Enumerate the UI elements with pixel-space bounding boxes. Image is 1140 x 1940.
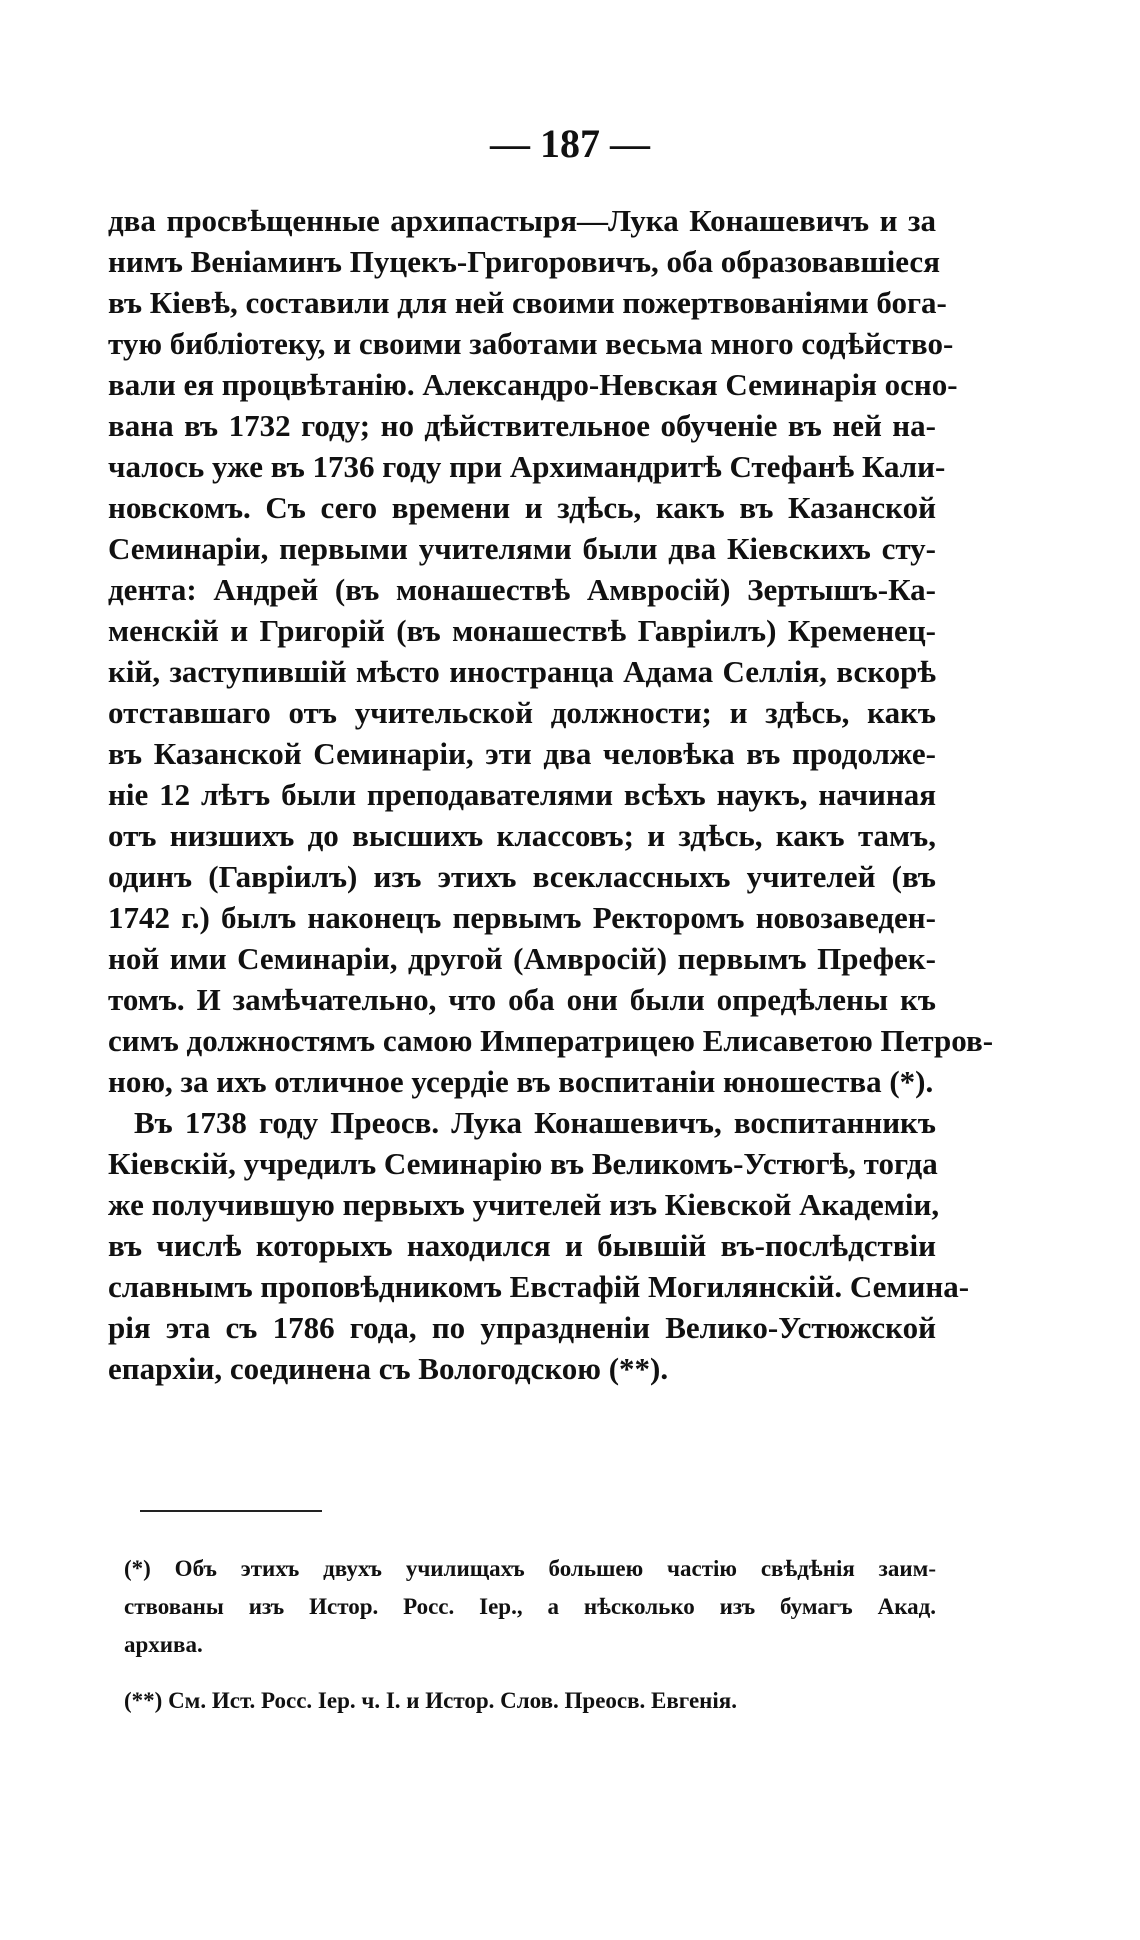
footnote-line: ствованы изъ Истор. Росс. Іер., а нѣсколько изъ бумагъ Акад. — [124, 1594, 936, 1619]
text-line: отъ низшихъ до высшихъ классовъ; и здѣсь, какъ тамъ, — [108, 818, 936, 853]
text-line: же получившую первыхъ учителей изъ Кіевской Академіи, — [108, 1187, 940, 1222]
footnote-line: (**) См. Ист. Росс. Іер. ч. I. и Истор. Слов. Преосв. Евгенія. — [124, 1688, 737, 1713]
text-line: два просвѣщенные архипастыря—Лука Конашевичъ и за — [108, 203, 936, 238]
text-line: вали ея процвѣтанію. Александро-Невская Семинарія осно- — [108, 367, 958, 402]
text-line: въ Кіевѣ, составили для ней своими пожертвованіями бога- — [108, 285, 947, 320]
text-line: Кіевскій, учредилъ Семинарію въ Великомъ-Устюгѣ, тогда — [108, 1146, 938, 1181]
footnote-divider — [140, 1510, 322, 1512]
text-line: въ числѣ которыхъ находился и бывшій въ-послѣдствіи — [108, 1228, 936, 1263]
text-line: новскомъ. Съ сего времени и здѣсь, какъ въ Казанской — [108, 490, 936, 525]
page-number: — 187 — — [490, 121, 650, 166]
text-line: чалось уже въ 1736 году при Архимандритѣ Стефанѣ Кали- — [108, 449, 946, 484]
text-line: кій, заступившій мѣсто иностранца Адама Селлія, вскорѣ — [108, 654, 936, 689]
text-line: одинъ (Гавріилъ) изъ этихъ всеклассныхъ учителей (въ — [108, 859, 936, 894]
footnote-gap — [124, 1664, 936, 1682]
footnote-2 — [124, 1682, 936, 1720]
paragraph-first-line: Въ 1738 году Преосв. Лука Конашевичъ, воспитанникъ — [134, 1105, 936, 1140]
text-line: дента: Андрей (въ монашествѣ Амвросій) Зертышъ-Ка- — [108, 572, 936, 607]
text-line: ной ими Семинаріи, другой (Амвросій) первымъ Префек- — [108, 941, 936, 976]
text-line: 1742 г.) былъ наконецъ первымъ Ректоромъ новозаведен- — [108, 900, 936, 935]
text-line: симъ должностямъ самою Императрицею Елисаветою Петров- — [108, 1023, 994, 1058]
footnote-1 — [124, 1550, 936, 1664]
text-line: томъ. И замѣчательно, что оба они были опредѣлены къ — [108, 982, 936, 1017]
text-line: нимъ Веніаминъ Пуцекъ-Григоровичъ, оба образовавшіеся — [108, 244, 940, 279]
text-line: вана въ 1732 году; но дѣйствительное обученіе въ ней на- — [108, 408, 936, 443]
text-line: Семинаріи, первыми учителями были два Кіевскихъ сту- — [108, 531, 936, 566]
text-line: епархіи, соединена съ Вологодскою (**). — [108, 1351, 669, 1386]
text-line: въ Казанской Семинаріи, эти два человѣка въ продолже- — [108, 736, 936, 771]
footnote-line: (*) Объ этихъ двухъ училищахъ большею частію свѣдѣнія заим- — [124, 1556, 936, 1581]
text-line: тую библіотеку, и своими заботами весьма много содѣйство- — [108, 326, 954, 361]
text-line: отставшаго отъ учительской должности; и здѣсь, какъ — [108, 695, 936, 730]
footnotes — [124, 1550, 936, 1720]
footnote-line: архива. — [124, 1632, 203, 1657]
text-line: ніе 12 лѣтъ были преподавателями всѣхъ наукъ, начиная — [108, 777, 936, 812]
text-line: славнымъ проповѣдникомъ Евстафій Могилянскій. Семина- — [108, 1269, 970, 1304]
text-line: рія эта съ 1786 года, по упраздненіи Велико-Устюжской — [108, 1310, 936, 1345]
text-line: ною, за ихъ отличное усердіе въ воспитаніи юношества (*). — [108, 1064, 934, 1099]
text-line: менскій и Григорій (въ монашествѣ Гавріилъ) Кременец- — [108, 613, 936, 648]
main-text — [108, 200, 994, 1389]
